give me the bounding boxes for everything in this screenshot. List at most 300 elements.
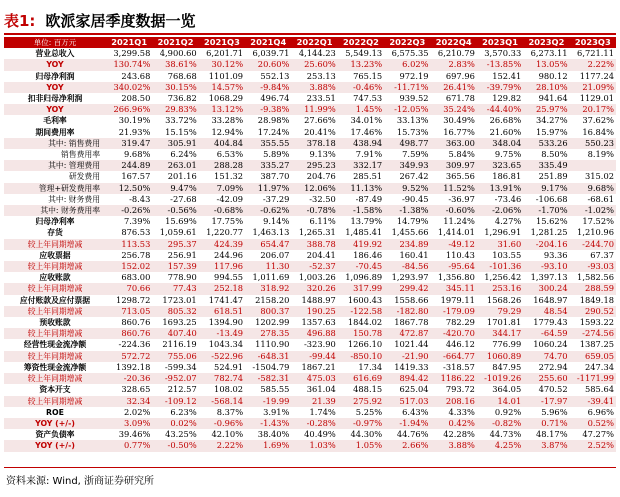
table-cell: -0.50% bbox=[152, 440, 198, 451]
table-cell: 152.02 bbox=[106, 261, 152, 272]
row-label: YOY (+/-) bbox=[4, 418, 106, 429]
table-cell: 1741.47 bbox=[208, 294, 244, 305]
table-row bbox=[4, 82, 616, 93]
table-row bbox=[4, 407, 616, 418]
table-cell: 67.37 bbox=[590, 249, 614, 260]
table-cell: 9.17% bbox=[523, 183, 569, 194]
table-cell: 2158.20 bbox=[255, 294, 290, 305]
table-cell: 671.78 bbox=[445, 93, 475, 104]
table-cell: 12.50% bbox=[106, 183, 152, 194]
table-cell: 253.16 bbox=[477, 283, 523, 294]
table-cell: -568.14 bbox=[199, 396, 245, 407]
table-cell: -90.45 bbox=[401, 193, 429, 204]
table-cell: 1593.22 bbox=[579, 317, 614, 328]
table-cell: 13.12% bbox=[199, 104, 245, 115]
table-cell: 6,273.11 bbox=[530, 48, 568, 59]
table-cell: -182.80 bbox=[384, 306, 430, 317]
table-cell: 572.72 bbox=[106, 351, 152, 362]
table-cell: 446.12 bbox=[445, 339, 475, 350]
table-cell: 860.76 bbox=[106, 328, 152, 339]
table-cell: 256.78 bbox=[121, 249, 151, 260]
table-row bbox=[4, 59, 616, 70]
table-cell: 1021.44 bbox=[394, 339, 429, 350]
table-cell: 233.51 bbox=[306, 93, 336, 104]
table-cell: 17.24% bbox=[257, 126, 290, 137]
table-cell: 419.92 bbox=[338, 239, 384, 250]
table-cell: 683.00 bbox=[121, 272, 151, 283]
table-cell: -0.60% bbox=[431, 205, 477, 216]
table-cell: 288.59 bbox=[570, 283, 616, 294]
table-row bbox=[4, 351, 616, 362]
table-cell: 407.40 bbox=[152, 328, 198, 339]
col-header: 2022Q4 bbox=[431, 37, 477, 48]
row-label: 较上年同期增减 bbox=[4, 396, 106, 407]
table-cell: 11.52% bbox=[431, 183, 477, 194]
table-cell: 550.23 bbox=[570, 138, 616, 149]
table-row bbox=[4, 149, 616, 160]
table-cell: 252.18 bbox=[199, 283, 245, 294]
table-cell: 1701.81 bbox=[486, 317, 522, 328]
row-label: 应收票据 bbox=[39, 250, 71, 260]
table-cell: 533.26 bbox=[523, 138, 569, 149]
table-cell: 285.51 bbox=[353, 171, 383, 182]
row-label: 较上年同期增减 bbox=[4, 261, 106, 272]
table-cell: 585.64 bbox=[584, 384, 614, 395]
table-cell: 2.83% bbox=[431, 59, 477, 70]
table-cell: 108.02 bbox=[214, 384, 244, 395]
table-cell: 1177.24 bbox=[579, 70, 614, 81]
table-cell: 1723.01 bbox=[162, 294, 197, 305]
table-cell: 1043.34 bbox=[208, 339, 244, 350]
table-cell: 1558.66 bbox=[394, 294, 429, 305]
table-cell: 255.60 bbox=[523, 373, 569, 384]
table-cell: 335.49 bbox=[523, 160, 569, 171]
table-cell: 33.13% bbox=[396, 115, 429, 126]
row-label: 销售费用率 bbox=[61, 150, 100, 160]
table-cell: 15.69% bbox=[165, 216, 197, 227]
table-cell: 1392.18 bbox=[116, 361, 151, 372]
col-header: 2022Q2 bbox=[338, 37, 384, 48]
table-cell: 6.02% bbox=[384, 59, 430, 70]
table-cell: 278.35 bbox=[245, 328, 291, 339]
table-cell: 5.84% bbox=[448, 149, 475, 160]
table-cell: 939.52 bbox=[399, 93, 429, 104]
table-cell: 323.65 bbox=[477, 160, 523, 171]
table-cell: 424.39 bbox=[199, 239, 245, 250]
table-cell: 1387.25 bbox=[579, 339, 614, 350]
table-cell: 152.41 bbox=[492, 70, 522, 81]
table-cell: -49.12 bbox=[431, 239, 477, 250]
table-cell: 160.41 bbox=[399, 249, 429, 260]
table-cell: 208.50 bbox=[121, 93, 151, 104]
table-cell: 190.25 bbox=[291, 306, 337, 317]
table-row bbox=[4, 115, 616, 126]
table-cell: 44.73% bbox=[489, 429, 522, 440]
table-cell: 3.88% bbox=[291, 82, 337, 93]
table-cell: 340.02% bbox=[106, 82, 152, 93]
table-cell: 37.62% bbox=[582, 115, 614, 126]
table-cell: -64.59 bbox=[523, 328, 569, 339]
table-cell: 1,210.96 bbox=[577, 227, 614, 238]
table-cell: 765.15 bbox=[353, 70, 383, 81]
table-cell: 110.43 bbox=[445, 249, 475, 260]
table-cell: 335.27 bbox=[245, 160, 291, 171]
table-cell: -323.90 bbox=[303, 339, 336, 350]
table-cell: -39.79% bbox=[477, 82, 523, 93]
table-cell: 7.91% bbox=[355, 149, 383, 160]
table-cell: -52.37 bbox=[291, 261, 337, 272]
table-cell: 8.50% bbox=[541, 149, 568, 160]
table-cell: 1394.90 bbox=[208, 317, 244, 328]
table-cell: 251.89 bbox=[538, 171, 568, 182]
table-row bbox=[4, 261, 616, 272]
row-label: 毛利率 bbox=[43, 116, 67, 126]
table-cell: -318.57 bbox=[443, 361, 475, 372]
table-cell: -84.56 bbox=[384, 261, 430, 272]
table-row bbox=[4, 283, 616, 294]
table-cell: -11.71% bbox=[384, 82, 430, 93]
table-cell: 34.27% bbox=[535, 115, 568, 126]
table-cell: 994.55 bbox=[214, 272, 244, 283]
table-cell: 736.82 bbox=[167, 93, 197, 104]
table-cell: 364.05 bbox=[492, 384, 522, 395]
table-cell: 659.05 bbox=[570, 351, 616, 362]
table-cell: -1171.99 bbox=[570, 373, 616, 384]
table-cell: -101.36 bbox=[477, 261, 523, 272]
table-cell: 12.94% bbox=[211, 126, 244, 137]
table-cell: 17.52% bbox=[582, 216, 614, 227]
row-label: 归母净利率 bbox=[35, 217, 75, 227]
table-number: 表1: bbox=[4, 12, 36, 30]
table-cell: 8.19% bbox=[587, 149, 614, 160]
row-label: YOY bbox=[4, 82, 106, 93]
table-cell: 201.16 bbox=[167, 171, 197, 182]
row-label: 其中: 财务费用率 bbox=[4, 205, 106, 216]
table-cell: -68.61 bbox=[587, 193, 614, 204]
table-cell: 15.62% bbox=[535, 216, 568, 227]
table-cell: 328.65 bbox=[121, 384, 151, 395]
table-row bbox=[4, 71, 616, 82]
table-cell: -9.38% bbox=[245, 104, 291, 115]
table-cell: 26.68% bbox=[489, 115, 522, 126]
table-cell: 38.61% bbox=[152, 59, 198, 70]
table-cell: -0.68% bbox=[199, 205, 245, 216]
table-cell: 26.41% bbox=[431, 82, 477, 93]
table-cell: 35.24% bbox=[431, 104, 477, 115]
table-row bbox=[4, 160, 616, 171]
table-cell: 212.57 bbox=[167, 384, 197, 395]
table-cell: -73.46 bbox=[494, 193, 522, 204]
table-cell: 15.73% bbox=[396, 126, 429, 137]
table-cell: 4,900.60 bbox=[159, 48, 197, 59]
table-cell: 876.53 bbox=[121, 227, 151, 238]
table-cell: 256.91 bbox=[167, 249, 197, 260]
table-cell: -0.56% bbox=[152, 205, 198, 216]
table-cell: 11.97% bbox=[245, 183, 291, 194]
col-header: 2021Q3 bbox=[199, 37, 245, 48]
table-cell: 1129.01 bbox=[579, 93, 614, 104]
table-cell: 941.64 bbox=[538, 93, 568, 104]
table-cell: -1.94% bbox=[384, 418, 430, 429]
table-cell: 776.99 bbox=[492, 339, 522, 350]
row-label: 资本开支 bbox=[39, 385, 71, 395]
table-cell: 305.91 bbox=[152, 138, 198, 149]
table-cell: 1,296.91 bbox=[484, 227, 522, 238]
table-cell: -0.26% bbox=[106, 205, 152, 216]
table-cell: -39.41 bbox=[570, 396, 616, 407]
table-cell: 616.69 bbox=[338, 373, 384, 384]
table-row bbox=[4, 418, 616, 429]
table-cell: -122.58 bbox=[338, 306, 384, 317]
table-cell: 79.29 bbox=[477, 306, 523, 317]
table-cell: 1.05% bbox=[338, 440, 384, 451]
table-cell: 11.99% bbox=[291, 104, 337, 115]
table-cell: -2.06% bbox=[477, 205, 523, 216]
row-label: 较上年同期增减 bbox=[4, 239, 106, 250]
table-cell: 204.76 bbox=[306, 171, 336, 182]
table-cell: 3,299.58 bbox=[113, 48, 151, 59]
table-cell: -109.12 bbox=[152, 396, 198, 407]
table-cell: 0.42% bbox=[431, 418, 477, 429]
table-cell: 157.39 bbox=[152, 261, 198, 272]
table-cell: 263.01 bbox=[152, 160, 198, 171]
table-cell: 488.15 bbox=[353, 384, 383, 395]
table-cell: 31.60 bbox=[477, 239, 523, 250]
table-cell: 0.71% bbox=[523, 418, 569, 429]
col-header: 2022Q1 bbox=[291, 37, 337, 48]
table-cell: -44.40% bbox=[477, 104, 523, 115]
table-cell: 860.76 bbox=[121, 317, 151, 328]
table-row bbox=[4, 104, 616, 115]
table-cell: 70.66 bbox=[106, 283, 152, 294]
table-cell: -42.09 bbox=[216, 193, 244, 204]
table-cell: -274.56 bbox=[570, 328, 616, 339]
row-label: 其中: 销售费用 bbox=[4, 138, 106, 149]
table-cell: 3.09% bbox=[106, 418, 152, 429]
table-cell: 778.90 bbox=[167, 272, 197, 283]
table-cell: 48.54 bbox=[523, 306, 569, 317]
table-cell: 103.55 bbox=[492, 249, 522, 260]
table-cell: -1.02% bbox=[570, 205, 616, 216]
table-cell: 805.32 bbox=[152, 306, 198, 317]
table-cell: 1110.90 bbox=[255, 339, 290, 350]
row-label: YOY bbox=[4, 104, 106, 115]
bottom-divider bbox=[4, 467, 616, 468]
table-cell: 5,549.13 bbox=[345, 48, 383, 59]
table-cell: 618.51 bbox=[199, 306, 245, 317]
table-cell: 247.34 bbox=[584, 361, 614, 372]
table-cell: 1,485.41 bbox=[345, 227, 383, 238]
table-cell: 0.92% bbox=[494, 406, 522, 417]
table-cell: 355.55 bbox=[245, 138, 291, 149]
table-cell: 29.83% bbox=[152, 104, 198, 115]
table-cell: 747.53 bbox=[353, 93, 383, 104]
table-cell: -20.36 bbox=[106, 373, 152, 384]
row-label: 经营性现金流净额 bbox=[23, 340, 87, 350]
row-label: 其中: 管理费用 bbox=[4, 160, 106, 171]
table-cell: 33.72% bbox=[165, 115, 197, 126]
table-cell: -95.64 bbox=[431, 261, 477, 272]
table-cell: 9.13% bbox=[309, 149, 336, 160]
table-cell: 7.39% bbox=[124, 216, 151, 227]
table-cell: 1,256.42 bbox=[484, 272, 522, 283]
quarterly-data-table bbox=[4, 37, 616, 452]
table-cell: 4,144.23 bbox=[298, 48, 336, 59]
table-cell: 14.01 bbox=[477, 396, 523, 407]
table-row bbox=[4, 183, 616, 194]
table-cell: 1357.63 bbox=[301, 317, 336, 328]
table-cell: -21.90 bbox=[384, 351, 430, 362]
table-cell: 4.33% bbox=[448, 406, 475, 417]
table-cell: 44.76% bbox=[396, 429, 429, 440]
table-cell: 30.12% bbox=[199, 59, 245, 70]
table-cell: -99.44 bbox=[291, 351, 337, 362]
table-cell: 295.23 bbox=[291, 160, 337, 171]
table-cell: 1.74% bbox=[309, 406, 336, 417]
table-cell: 12.06% bbox=[291, 183, 337, 194]
row-label: 资产负债率 bbox=[35, 430, 75, 440]
table-cell: 5.89% bbox=[263, 149, 290, 160]
table-cell: -1.70% bbox=[523, 205, 569, 216]
table-cell: 1,397.13 bbox=[530, 272, 568, 283]
table-cell: -582.31 bbox=[245, 373, 291, 384]
table-cell: 1844.02 bbox=[347, 317, 383, 328]
table-row bbox=[4, 48, 616, 59]
table-cell: 0.02% bbox=[152, 418, 198, 429]
table-cell: 13.79% bbox=[350, 216, 383, 227]
col-header: 2021Q2 bbox=[152, 37, 198, 48]
table-cell: 1060.89 bbox=[477, 351, 523, 362]
row-label: 其中: 财务费用 bbox=[48, 194, 100, 204]
table-cell: 243.68 bbox=[121, 70, 151, 81]
table-cell: -1019.26 bbox=[477, 373, 523, 384]
table-cell: 299.42 bbox=[384, 283, 430, 294]
table-cell: 34.01% bbox=[350, 115, 383, 126]
table-cell: -952.07 bbox=[152, 373, 198, 384]
table-cell: 27.66% bbox=[304, 115, 336, 126]
table-cell: 1068.29 bbox=[208, 93, 244, 104]
table-cell: 309.97 bbox=[431, 160, 477, 171]
table-cell: 1867.78 bbox=[394, 317, 429, 328]
table-cell: 93.36 bbox=[543, 249, 568, 260]
table-cell: 1,059.61 bbox=[159, 227, 197, 238]
table-cell: 1,293.97 bbox=[391, 272, 429, 283]
table-cell: 14.79% bbox=[396, 216, 429, 227]
table-cell: 1298.72 bbox=[116, 294, 151, 305]
table-row bbox=[4, 205, 616, 216]
table-cell: 15.15% bbox=[165, 126, 197, 137]
row-label: YOY (+/-) bbox=[4, 440, 106, 451]
table-cell: 388.78 bbox=[291, 239, 337, 250]
table-cell: 42.28% bbox=[443, 429, 475, 440]
table-cell: 6,721.11 bbox=[577, 48, 614, 59]
table-cell: -36.97 bbox=[448, 193, 475, 204]
table-cell: 2.22% bbox=[199, 440, 245, 451]
table-cell: 1.69% bbox=[245, 440, 291, 451]
table-cell: -27.68 bbox=[170, 193, 197, 204]
table-cell: -664.77 bbox=[431, 351, 477, 362]
table-cell: 25.60% bbox=[291, 59, 337, 70]
table-cell: 208.16 bbox=[431, 396, 477, 407]
table-cell: 32.34 bbox=[106, 396, 152, 407]
table-cell: 13.91% bbox=[477, 183, 523, 194]
row-label: 扣非归母净利润 bbox=[27, 94, 83, 104]
row-label: 较上年同期增减 bbox=[4, 351, 106, 362]
table-cell: 1,096.89 bbox=[345, 272, 383, 283]
table-cell: -9.84% bbox=[245, 82, 291, 93]
table-cell: 11.30 bbox=[245, 261, 291, 272]
table-cell: 2116.19 bbox=[162, 339, 197, 350]
table-cell: 755.06 bbox=[152, 351, 198, 362]
table-cell: 8.37% bbox=[216, 406, 244, 417]
table-row bbox=[4, 384, 616, 395]
table-cell: 345.11 bbox=[431, 283, 477, 294]
table-cell: 150.78 bbox=[338, 328, 384, 339]
table-cell: -93.10 bbox=[523, 261, 569, 272]
table-cell: 17.75% bbox=[211, 216, 244, 227]
table-cell: 3.87% bbox=[523, 440, 569, 451]
table-cell: 1.03% bbox=[291, 440, 337, 451]
table-cell: 129.82 bbox=[492, 93, 522, 104]
table-row bbox=[4, 250, 616, 261]
table-cell: -204.16 bbox=[523, 239, 569, 250]
table-cell: 768.68 bbox=[167, 70, 197, 81]
table-cell: 1,356.80 bbox=[437, 272, 475, 283]
table-cell bbox=[570, 160, 616, 171]
table-cell: -0.96% bbox=[199, 418, 245, 429]
table-cell: -1.58% bbox=[338, 205, 384, 216]
table-cell: 472.87 bbox=[384, 328, 430, 339]
table-cell: 244.89 bbox=[106, 160, 152, 171]
table-cell: -93.03 bbox=[570, 261, 616, 272]
table-cell: 5.96% bbox=[541, 406, 568, 417]
table-row bbox=[4, 373, 616, 384]
table-cell: 15.97% bbox=[535, 126, 568, 137]
table-cell: 9.52% bbox=[384, 183, 430, 194]
table-cell: 1568.26 bbox=[486, 294, 522, 305]
table-cell: 6.24% bbox=[170, 149, 197, 160]
table-cell: 14.57% bbox=[199, 82, 245, 93]
table-row bbox=[4, 239, 616, 250]
table-cell: 317.99 bbox=[338, 283, 384, 294]
row-label: ROE bbox=[46, 407, 64, 417]
table-cell: -8.43 bbox=[129, 193, 151, 204]
table-cell: 253.13 bbox=[306, 70, 336, 81]
table-cell: 272.94 bbox=[538, 361, 568, 372]
table-body bbox=[4, 48, 616, 451]
table-cell: 6.43% bbox=[402, 406, 429, 417]
table-cell: 2.22% bbox=[570, 59, 616, 70]
table-cell: 1693.25 bbox=[162, 317, 197, 328]
table-cell: 318.92 bbox=[245, 283, 291, 294]
table-cell: -1.38% bbox=[384, 205, 430, 216]
table-cell: 1867.21 bbox=[301, 361, 336, 372]
table-cell: 585.55 bbox=[260, 384, 290, 395]
row-label: 管理+研发费用率 bbox=[4, 183, 106, 194]
table-cell: 320.26 bbox=[291, 283, 337, 294]
table-cell: 13.05% bbox=[523, 59, 569, 70]
col-header: 2023Q1 bbox=[477, 37, 523, 48]
table-cell: 1,011.69 bbox=[252, 272, 290, 283]
table-row bbox=[4, 362, 616, 373]
table-cell: 793.72 bbox=[445, 384, 475, 395]
table-cell: 1849.18 bbox=[579, 294, 614, 305]
table-cell: 11.24% bbox=[443, 216, 475, 227]
table-cell: -1504.79 bbox=[252, 361, 290, 372]
row-label: 预收账款 bbox=[39, 318, 71, 328]
table-cell: 9.68% bbox=[570, 183, 616, 194]
table-cell: 363.00 bbox=[431, 138, 477, 149]
